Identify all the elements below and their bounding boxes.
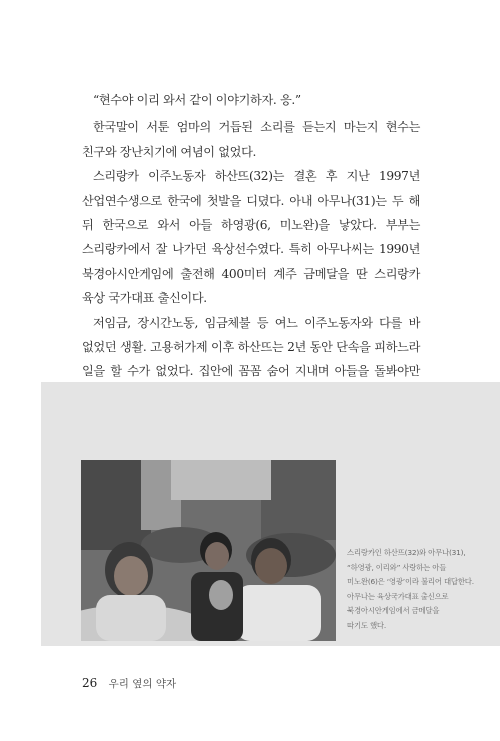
photo-panel	[41, 382, 500, 646]
caption-line: 스리랑카인 하산뜨(32)와 아무나(31),	[347, 548, 466, 557]
caption-line: 미노완(6)은 ‘영광’이라 불리어 대답한다.	[347, 577, 474, 587]
page-number: 26	[82, 676, 98, 690]
caption-line: 아무나는 육상국가대표 출신으로	[347, 591, 449, 601]
family-photo	[81, 460, 336, 641]
quote-paragraph: “현수야 이리 와서 같이 이야기하자. 응.”	[93, 93, 301, 107]
page-footer	[82, 676, 176, 691]
book-title: 우리 옆의 약자	[108, 678, 177, 690]
photo-caption	[347, 546, 497, 634]
body-paragraph: 한국말이 서툰 엄마의 거듭된 소리를 듣는지 마는지 현수는 친구와 장난치기에 여념이 없었다.	[82, 120, 420, 159]
caption-line: 따기도 했다.	[347, 620, 386, 630]
body-paragraph: 저임금, 장시간노동, 임금체불 등 여느 이주노동자와 다를 바 없었던 생활. 고용허가제 이후 하산뜨는 2년 동안 단속을 피하느라 일을 할 수가 없었다. 집안에 꼼꼼 숨어 지내며 아들을 돌봐야만	[82, 315, 420, 379]
caption-line: 북경아시안게임에서 금메달을	[347, 606, 440, 616]
body-paragraph: 스리랑카 이주노동자 하산뜨(32)는 결혼 후 지난 1997년 산업연수생으로 한국에 첫발을 디뎠다. 아내 아무나(31)는 두 해 뒤 한국으로 와서 아들 하영광(6, 미노완)을 낳았다. 부부는 스리랑카에서 잘 나가던 육상선수였다. 특히 아무나씨는 1990년 북경아시안게임에 출전해 400미터 계주 금메달을 딴 스리랑카 육상 국가대표 출신이다.	[82, 169, 420, 306]
caption-line: “하영광, 이리와” 사랑하는 아들	[347, 562, 447, 572]
